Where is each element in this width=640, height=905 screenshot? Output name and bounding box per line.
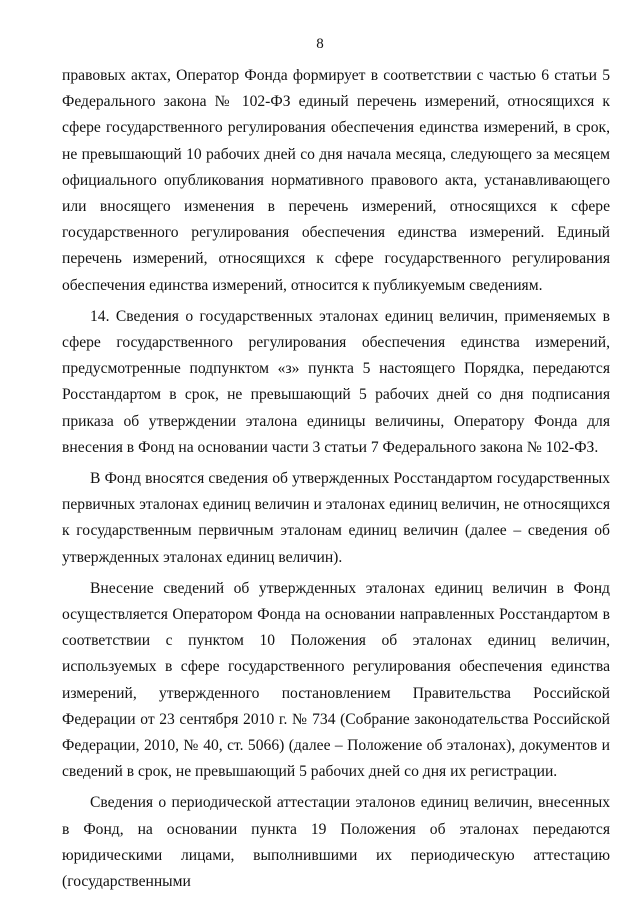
document-body <box>62 63 610 895</box>
paragraph-entry-procedure: Внесение сведений об утвержденных эталонах единиц величин в Фонд осуществляется Оператором Фонда на основании направленных Росстандартом в соответствии с пунктом 10 Положения об эталонах единиц величин, используемых в сфере государственного регулирования обеспечения единства измерений, утвержденного постановлением Правительства Российской Федерации от 23 сентября 2010 г. № 734 (Собрание законодательства Российской Федерации, 2010, № 40, ст. 5066) (далее – Положение об эталонах), документов и сведений в срок, не превышающий 5 рабочих дней со дня их регистрации. <box>62 579 610 781</box>
paragraph-continuation: правовых актах, Оператор Фонда формирует в соответствии с частью 6 статьи 5 Федерального закона № 102-ФЗ единый перечень измерений, относящихся к сфере государственного регулирования обеспечения единства измерений, в срок, не превышающий 10 рабочих дней со дня начала месяца, следующего за месяцем официального опубликования нормативного правового акта, устанавливающего или вносящего изменения в перечень измерений, относящихся к сфере государственного регулирования обеспечения единства измерений. Единый перечень измерений, относящихся к сфере государственного регулирования обеспечения единства измерений, относится к публикуемым сведениям. <box>62 67 610 294</box>
paragraph-item-14: 14. Сведения о государственных эталонах единиц величин, применяемых в сфере государственного регулирования обеспечения единства измерений, предусмотренные подпунктом «з» пункта 5 настоящего Порядка, передаются Росстандартом в срок, не превышающий 5 рабочих дней со дня подписания приказа об утверждении эталона единицы величины, Оператору Фонда для внесения в Фонд на основании части 3 статьи 7 Федерального закона № 102-ФЗ. <box>62 307 610 456</box>
paragraph-fund-contents: В Фонд вносятся сведения об утвержденных Росстандартом государственных первичных эталонах единиц величин и эталонах единиц величин, не относящихся к государственным первичным эталонам единиц величин (далее – сведения об утвержденных эталонах единиц величин). <box>62 470 610 566</box>
page-number: 8 <box>316 36 324 52</box>
paragraph-periodic-attestation: Сведения о периодической аттестации эталонов единиц величин, внесенных в Фонд, на основании пункта 19 Положения об эталонах передаются юридическими лицами, выполнившими их периодическую аттестацию (государственными <box>62 794 610 891</box>
